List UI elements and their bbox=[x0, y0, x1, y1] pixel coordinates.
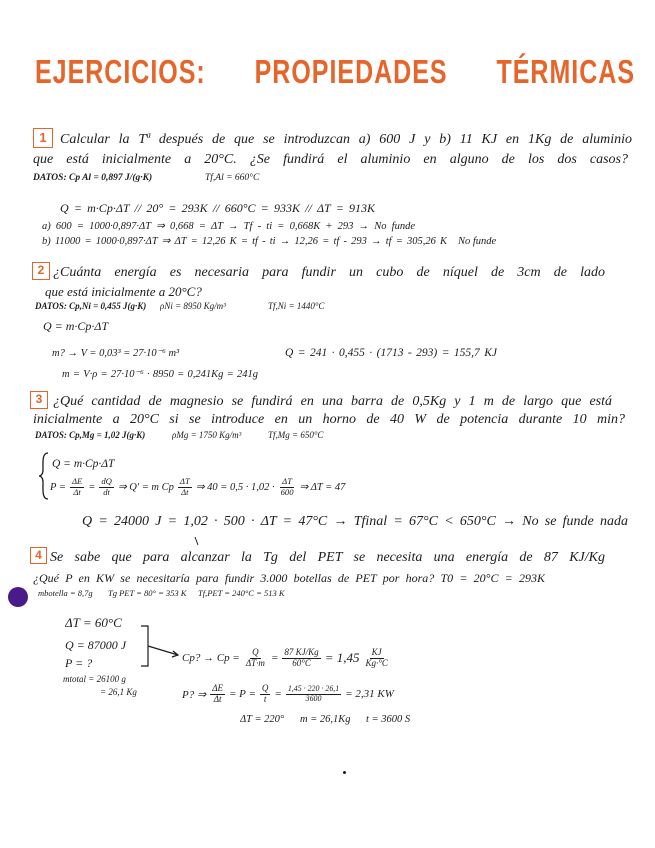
fraction-numerator: dQ bbox=[101, 476, 112, 487]
stray-stroke bbox=[194, 536, 200, 546]
equation-term: = 1,45 bbox=[324, 650, 360, 665]
page-title: EJERCICIOS: PROPIEDADES TÉRMICAS bbox=[35, 53, 635, 91]
exercise-4-bottle-mass: mbotella = 8,7g bbox=[38, 588, 93, 598]
fraction-numerator: ΔE bbox=[212, 682, 223, 693]
fraction-denominator: dt bbox=[103, 486, 110, 497]
exercise-1-case-b-result: No funde bbox=[458, 236, 497, 247]
fraction-denominator: 3600 bbox=[305, 693, 322, 703]
exercise-3-result: Q = 24000 J = 1,02 · 500 · ΔT = 47°C → Tfinal = 67°C < 650°C → No se funde nada bbox=[82, 514, 628, 529]
exercise-4-heat: Q = 87000 J bbox=[65, 638, 127, 652]
exercise-4-total-mass-kg: = 26,1 Kg bbox=[100, 687, 137, 697]
exercise-1-data: DATOS: Cp Al = 0,897 J/(g·K) bbox=[33, 173, 153, 183]
fraction bbox=[70, 477, 84, 497]
exercise-4-final-time: t = 3600 S bbox=[366, 714, 411, 725]
equation-term: = bbox=[274, 688, 282, 700]
exercise-3-statement-line-1: ¿Qué cantidad de magnesio se fundirá en una barra de 0,5Kg y 1 m de largo que está bbox=[53, 394, 612, 409]
ink-dot bbox=[343, 771, 346, 774]
bracket-arrow-icon bbox=[140, 624, 182, 668]
exercise-4-final-delta-t: ΔT = 220° bbox=[240, 714, 285, 725]
exercise-4-total-mass: mtotal = 26100 g bbox=[63, 674, 126, 684]
exercise-2-density: ρNi = 8950 Kg/m³ bbox=[160, 301, 226, 311]
exercise-1-equation: Q = m·Cp·ΔT // 20° = 293K // 660°C = 933K // ΔT = 913K bbox=[60, 201, 375, 215]
fraction-denominator: Δt bbox=[181, 486, 189, 497]
equation-term: P? ⇒ bbox=[182, 688, 207, 701]
equation-term: ⇒ ΔT = 47 bbox=[299, 482, 346, 493]
equation-term: = 2,31 KW bbox=[345, 688, 394, 700]
fraction bbox=[286, 685, 341, 703]
fraction bbox=[260, 684, 271, 705]
exercise-2-mass: m = V·ρ = 27·10⁻⁶ · 8950 = 0,241Kg = 241g bbox=[62, 369, 258, 380]
exercise-4-melting-point: Tf,PET = 240°C = 513 K bbox=[198, 588, 285, 598]
equation-term: = bbox=[88, 481, 96, 493]
fraction bbox=[210, 684, 225, 705]
fraction-denominator: 600 bbox=[280, 486, 294, 497]
exercise-4-statement-line-1: Se sabe que para alcanzar la Tg del PET se necesita una energía de 87 KJ/Kg bbox=[50, 550, 605, 565]
equation-term: ⇒ 40 = 0,5 · 1,02 · bbox=[195, 482, 275, 493]
exercise-1-case-a: a) 600 = 1000·0,897·ΔT ⇒ 0,668 = ΔT → Tf - ti = 0,668K + 293 → No funde bbox=[42, 221, 415, 232]
fraction-numerator: ΔT bbox=[179, 476, 190, 487]
equation-term: = P = bbox=[229, 688, 256, 700]
exercise-1-statement-line-1: Calcular la Tª después de que se introduzcan a) 600 J y b) 11 KJ en 1Kg de aluminio bbox=[60, 132, 632, 147]
fraction-denominator: t bbox=[263, 693, 267, 704]
fraction-numerator: Q bbox=[261, 682, 269, 693]
exercise-3-density: ρMg = 1750 Kg/m³ bbox=[172, 430, 242, 440]
exercise-4-power-unknown: P = ? bbox=[65, 656, 93, 670]
fraction bbox=[282, 648, 320, 669]
exercise-2-heat-result: Q = 241 · 0,455 · (1713 - 293) = 155,7 KJ bbox=[285, 347, 497, 359]
exercise-number-badge: 3 bbox=[30, 391, 48, 409]
equation-term: Cp? → Cp = bbox=[182, 652, 240, 664]
fraction-denominator: Kg·°C bbox=[365, 657, 388, 668]
fraction bbox=[178, 477, 192, 497]
equation-term: ⇒ Q' = m Cp bbox=[117, 482, 174, 493]
fraction-denominator: ΔT·m bbox=[245, 657, 265, 668]
fraction bbox=[279, 477, 296, 497]
exercise-4-final-mass: m = 26,1Kg bbox=[300, 714, 351, 725]
exercise-2-equation: Q = m·Cp·ΔT bbox=[43, 319, 109, 333]
exercise-4-delta-t: ΔT = 60°C bbox=[65, 615, 122, 630]
fraction bbox=[363, 648, 389, 669]
exercise-2-statement-line-2: que está inicialmente a 20°C? bbox=[45, 284, 202, 299]
equation-term: = bbox=[270, 652, 279, 664]
brace-icon bbox=[38, 452, 50, 500]
exercise-3-equation: Q = m·Cp·ΔT bbox=[52, 458, 115, 470]
exercise-4-specific-heat-equation bbox=[182, 644, 391, 672]
exercise-number-badge: 2 bbox=[32, 262, 50, 280]
exercise-4-glass-transition: Tg PET = 80° = 353 K bbox=[108, 588, 187, 598]
fraction-denominator: 60°C bbox=[292, 657, 311, 668]
fraction-numerator: ΔE bbox=[71, 476, 83, 487]
exercise-1-statement-line-2: que está inicialmente a 20°C. ¿Se fundirá el aluminio en alguno de los dos casos? bbox=[33, 152, 628, 167]
exercise-3-power-equation bbox=[50, 474, 345, 500]
exercise-1-case-b: b) 11000 = 1000·0,897·ΔT ⇒ ΔT = 12,26 K = tf - ti → 12,26 = tf - 293 → tf = 305,26 K bbox=[42, 236, 447, 247]
fraction bbox=[99, 477, 114, 497]
exercise-2-statement-line-1: ¿Cuánta energía es necesaria para fundir un cubo de níquel de 3cm de lado bbox=[53, 265, 605, 280]
exercise-2-melting-point: Tf,Ni = 1440°C bbox=[268, 301, 325, 311]
exercise-4-power-equation bbox=[182, 680, 394, 708]
fraction-numerator: ΔT bbox=[282, 476, 292, 487]
exercise-number-badge: 4 bbox=[30, 547, 47, 564]
fraction-numerator: 1,45 · 220 · 26,1 bbox=[287, 683, 340, 693]
fraction-denominator: Δt bbox=[73, 486, 81, 497]
exercise-2-data: DATOS: Cp,Ni = 0,455 J(g·K) bbox=[35, 301, 147, 311]
fraction-numerator: KJ bbox=[371, 646, 382, 657]
exercise-3-melting-point: Tf,Mg = 650°C bbox=[268, 430, 324, 440]
fraction bbox=[244, 648, 267, 669]
fraction-denominator: Δt bbox=[213, 693, 222, 704]
fraction-numerator: 87 KJ/Kg bbox=[284, 646, 319, 657]
exercise-3-statement-line-2: inicialmente a 20°C si se introduce en un horno de 40 W de potencia durante 10 min? bbox=[33, 412, 625, 427]
exercise-1-melting-point: Tf,Al = 660°C bbox=[205, 173, 260, 183]
marker-dot bbox=[8, 587, 28, 607]
exercise-number-badge: 1 bbox=[33, 128, 53, 148]
exercise-4-statement-line-2: ¿Qué P en KW se necesitaría para fundir 3.000 botellas de PET por hora? T0 = 20°C = 293K bbox=[33, 571, 545, 585]
exercise-2-volume: m? → V = 0,03³ = 27·10⁻⁶ m³ bbox=[52, 348, 180, 359]
equation-term: P = bbox=[50, 481, 66, 493]
fraction-numerator: Q bbox=[252, 646, 259, 657]
exercise-3-data: DATOS: Cp,Mg = 1,02 J(g·K) bbox=[35, 430, 146, 440]
